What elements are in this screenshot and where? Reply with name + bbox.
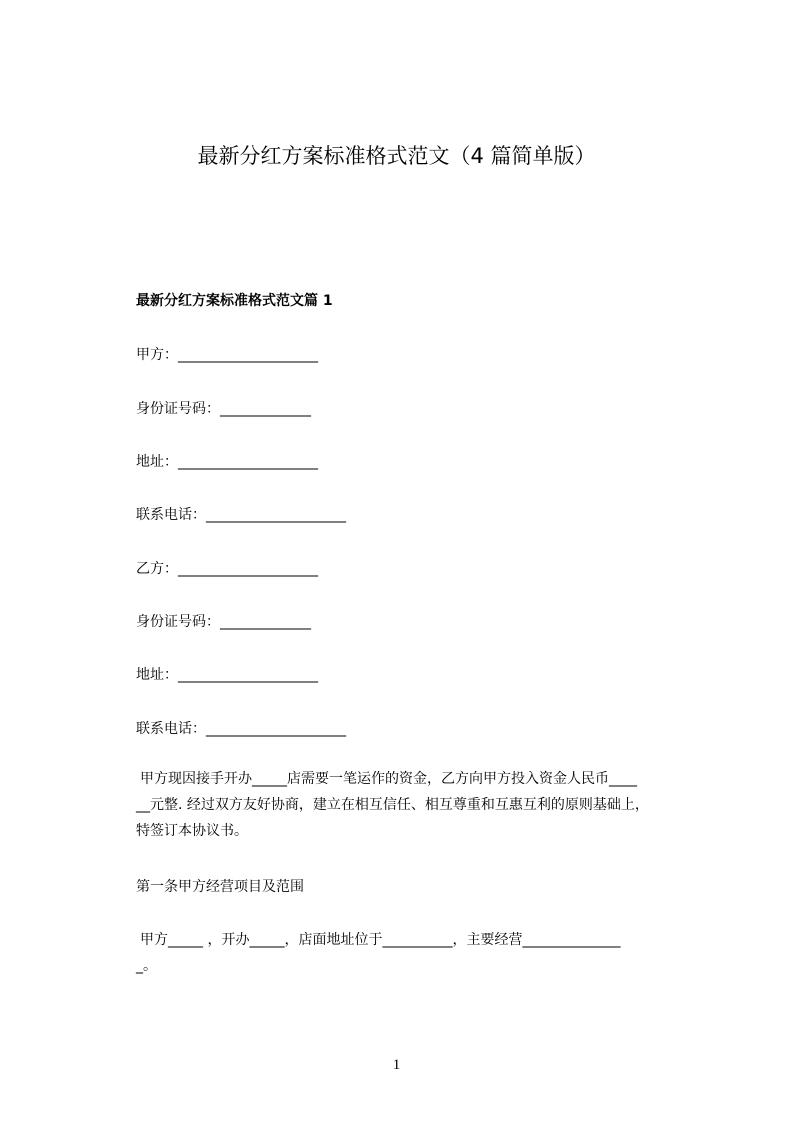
party-b-field: 乙方：____________________: [136, 561, 318, 577]
party-b-phone-field: 联系电话：____________________: [136, 721, 346, 737]
paragraph-line: 甲方现因接手开办_____店需要一笔运作的资金，乙方向甲方投入资金人民币____: [140, 771, 637, 787]
party-a-id-field: 身份证号码：_____________: [136, 401, 311, 417]
party-b-address-field: 地址：____________________: [136, 667, 318, 683]
party-a-field: 甲方：____________________: [136, 347, 318, 363]
paragraph-line: 特签订本协议书。: [136, 823, 248, 839]
page-number: 1: [392, 1057, 401, 1073]
article-1-heading: 第一条甲方经营项目及范围: [136, 879, 304, 895]
article-1-paragraph: [136, 927, 716, 979]
agreement-paragraph: [136, 766, 716, 844]
section-heading: 最新分红方案标准格式范文篇 1: [136, 293, 333, 309]
paragraph-line: 甲方_____ ，开办_____，店面地址位于__________，主要经营______________: [140, 932, 621, 948]
party-b-id-field: 身份证号码：_____________: [136, 614, 311, 630]
document-title: 最新分红方案标准格式范文（4 篇简单版）: [197, 144, 596, 168]
paragraph-line: __元整. 经过双方友好协商，建立在相互信任、相互尊重和互惠互利的原则基础上，: [136, 797, 649, 813]
party-a-address-field: 地址：____________________: [136, 454, 318, 470]
paragraph-line: _。: [136, 958, 157, 974]
party-a-phone-field: 联系电话：____________________: [136, 507, 346, 523]
